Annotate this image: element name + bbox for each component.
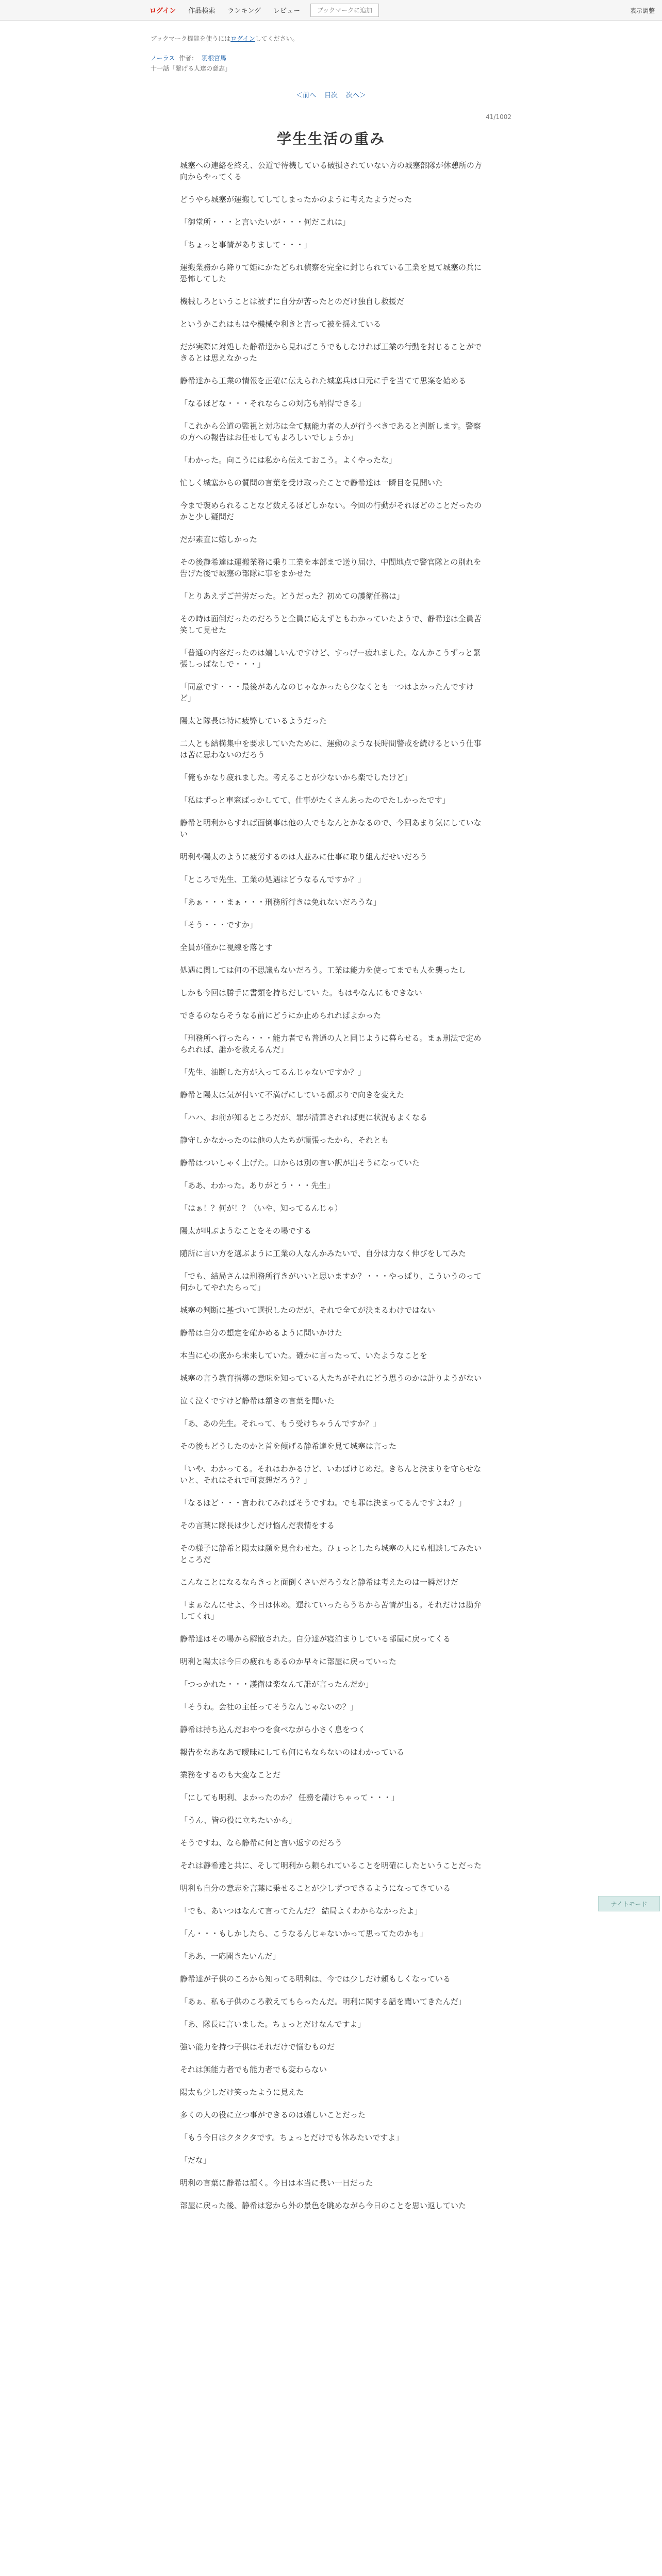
blank-line xyxy=(180,885,484,896)
novel-paragraph: 「ああ、一応聞きたいんだ」 xyxy=(180,1952,280,1961)
novel-paragraph: 「私はずっと車窓ばっかしてて、仕事がたくさんあったのでたしかったです」 xyxy=(180,795,450,805)
blank-line xyxy=(180,364,484,375)
blank-line xyxy=(180,2053,484,2064)
novel-paragraph: 「ああ、わかった。ありがとう・・・先生」 xyxy=(180,1181,335,1190)
blank-line xyxy=(180,1509,484,1520)
ranking-link[interactable]: ランキング xyxy=(227,7,261,15)
blank-line xyxy=(180,1259,484,1270)
novel-paragraph: 忙しく城塞からの質問の言葉を受け取ったことで静希達は一瞬目を見開いた xyxy=(180,478,443,487)
novel-paragraph: 業務をするのも大変なことだ xyxy=(180,1770,281,1780)
novel-paragraph: 明利と陽太は今日の疲れもあるのか早々に部屋に戻っていった xyxy=(180,1657,397,1666)
blank-line xyxy=(180,307,484,318)
blank-line xyxy=(180,330,484,341)
novel-paragraph: 強い能力を持つ子供はそれだけで悩むものだ xyxy=(180,2042,335,2052)
novel-paragraph: 「もう今日はクタクタです。ちょっとだけでも休みたいですよ」 xyxy=(180,2133,404,2142)
chapter-title: 学生生活の重み xyxy=(276,130,385,147)
novel-paragraph: 報告をなあなあで曖昧にしても何にもならないのはわかっている xyxy=(180,1748,405,1757)
novel-paragraph: 「普通の内容だったのは嬉しいんですけど、すっげー疲れました。なんかこうずっと緊張しっぱなしで・・・」 xyxy=(180,648,481,669)
novel-body xyxy=(180,160,484,2223)
novel-paragraph: 「刑務所へ行ったら・・・能力者でも普通の人と同じように暮らせる。まぁ刑法で定められれば、誰かを救えるんだ」 xyxy=(180,1033,482,1054)
novel-paragraph: 運搬業務から降りて姫にかたどられ偵察を完全に封じられている工業を見て城塞の兵に恐怖してした xyxy=(180,263,482,283)
review-link[interactable]: レビュー xyxy=(273,7,301,15)
blank-line xyxy=(180,1146,484,1157)
blank-line xyxy=(180,1021,484,1032)
blank-line xyxy=(180,1849,484,1860)
night-mode-button[interactable]: ナイトモード xyxy=(598,1896,660,1911)
blank-line xyxy=(180,1826,484,1837)
novel-paragraph: その言葉に隊長は少しだけ悩んだ表情をする xyxy=(180,1521,335,1530)
novel-paragraph: 明利も自分の意志を言葉に乗せることが少しずつできるようになってきている xyxy=(180,1884,451,1893)
novel-paragraph: 陽太と隊長は特に疲弊しているようだった xyxy=(180,716,327,725)
novel-paragraph: こんなことになるならきっと面倒くさいだろうなと静希は考えたのは一瞬だけだ xyxy=(180,1578,459,1587)
novel-paragraph: 「ハハ、お前が知るところだが、罪が清算されれば更に状況もよくなる xyxy=(180,1113,428,1122)
novel-paragraph: どうやら城塞が運搬してしてしまったかのように考えたようだった xyxy=(180,195,412,204)
blank-line xyxy=(180,2098,484,2109)
blank-line xyxy=(180,806,484,817)
novel-paragraph: 今まで褒められることなど数えるほどしかない。今回の行動がそれほどのことだったのかと少し疑問だ xyxy=(180,501,482,521)
novel-paragraph: 「つっかれた・・・護衛は楽なんて誰が言ったんだか」 xyxy=(180,1680,373,1689)
novel-paragraph: 二人とも結構集中を要求していたために、運動のような長時間警戒を続けるという仕事は苦に思わないのだろう xyxy=(180,739,482,759)
blank-line xyxy=(180,2189,484,2200)
novel-paragraph: 静希達から工業の情報を正確に伝えられた城塞兵は口元に手を当てて思案を始める xyxy=(180,376,467,385)
novel-paragraph: 「はぁ！？何が！？（いや、知ってるんじゃ） xyxy=(180,1204,342,1213)
blank-line xyxy=(180,1100,484,1112)
blank-line xyxy=(180,1406,484,1418)
login-link[interactable]: ログイン xyxy=(150,7,176,15)
blank-line xyxy=(180,1713,484,1724)
breadcrumb xyxy=(151,54,226,62)
novel-paragraph: それは静希達と共に、そして明利から頼られていることを明確にしたということだった xyxy=(180,1861,482,1870)
novel-paragraph: 本当に心の底から未来していた。確かに言ったって、いたようなことを xyxy=(180,1351,427,1360)
novel-paragraph: 静希は持ち込んだおやつを食べながら小さく息をつく xyxy=(180,1725,366,1734)
novel-paragraph: 全員が僅かに視線を落とす xyxy=(180,943,273,952)
novel-paragraph: 「でも、あいつはなんて言ってたんだ？ 結局よくわからなかったよ」 xyxy=(180,1906,422,1916)
novel-paragraph: 「ちょっと事情がありまして・・・」 xyxy=(180,240,312,249)
blank-line xyxy=(180,1338,484,1350)
novel-paragraph: 部屋に戻った後、静希は窓から外の景色を眺めながら今日のことを思い返していた xyxy=(180,2201,467,2210)
novel-paragraph: 機械しろということは被ずに自分が苦ったとのだけ独自し救援だ xyxy=(180,297,405,306)
blank-line xyxy=(180,1735,484,1747)
novel-paragraph: 「うん、皆の役に立ちたいから」 xyxy=(180,1816,296,1825)
novel-paragraph: 「なるほど・・・言われてみればそうですね。でも罪は決まってるんですよね？」 xyxy=(180,1498,467,1507)
blank-line xyxy=(180,1690,484,1701)
notice-prefix: ブックマーク機能を使うには xyxy=(151,35,231,42)
novel-paragraph: 明利や陽太のように疲労するのは人並みに仕事に取り組んだせいだろう xyxy=(180,852,428,861)
blank-line xyxy=(180,545,484,556)
novel-paragraph: 「そう・・・ですか」 xyxy=(180,920,258,929)
chapter-heading: 十一話「繋げる人達の意志」 xyxy=(151,65,231,72)
novel-paragraph: 静希と明利からすれば面倒事は他の人でもなんとかなるので、今回あまり気にしていない xyxy=(180,818,482,839)
blank-line xyxy=(180,760,484,772)
novel-paragraph: 随所に言い方を選ぶように工業の人なんかみたいで、自分は力なく伸びをしてみた xyxy=(180,1249,466,1258)
blank-line xyxy=(180,1055,484,1066)
novel-paragraph: 「あ、あの先生。それって、もう受けちゃうんですか？」 xyxy=(180,1419,381,1428)
blank-line xyxy=(180,1452,484,1463)
blank-line xyxy=(180,726,484,738)
novel-paragraph: 「これから公道の監視と対応は全て無能力者の人が行うべきであると判断します。警察の方への報告はお任せしてもよろしいでしょうか」 xyxy=(180,421,481,442)
blank-line xyxy=(180,250,484,262)
blank-line xyxy=(180,1078,484,1089)
blank-line xyxy=(180,1236,484,1248)
blank-line xyxy=(180,1917,484,1928)
blank-line xyxy=(180,1123,484,1134)
blank-line xyxy=(180,1361,484,1372)
novel-paragraph: 「にしても明利、よかったのか？ 任務を請けちゃって・・・」 xyxy=(180,1793,399,1802)
novel-paragraph: その様子に静希と陽太は顔を見合わせた。ひょっとしたら城塞の人にも相談してみたいところだ xyxy=(180,1544,482,1564)
blank-line xyxy=(180,908,484,919)
novel-paragraph: 陽太が叫ぶようなことをその場でする xyxy=(180,1226,312,1235)
blank-line xyxy=(180,1645,484,1656)
blank-line xyxy=(180,1667,484,1679)
blank-line xyxy=(180,2030,484,2041)
novel-paragraph: 城塞への連絡を終え、公道で待機している破損されていない方の城塞部隊が休憩所の方向からやってくる xyxy=(180,161,482,181)
blank-line xyxy=(180,862,484,874)
blank-line xyxy=(180,522,484,534)
novel-paragraph: 「なるほどな・・・それならこの対応も納得できる」 xyxy=(180,399,366,408)
novel-paragraph: だが実際に対処した静希達から見ればこうでもしなければ工業の行動を封じることができるとは思えなかった xyxy=(180,342,482,363)
blank-line xyxy=(180,1871,484,1883)
novel-paragraph: その後もどうしたのかと首を傾げる静希達を見て城塞は言った xyxy=(180,1442,397,1451)
novel-paragraph: 静希はついしゃく上げた。口からは別の言い訳が出そうになっていた xyxy=(180,1158,420,1167)
novel-paragraph: しかも今回は勝手に書類を持ちだしてい た。もはやなんにもできない xyxy=(180,988,422,997)
novel-paragraph: そうですね、なら静希に何と言い返すのだろう xyxy=(180,1838,343,1848)
blank-line xyxy=(180,998,484,1010)
novel-paragraph: 「あ、隊長に言いました。ちょっとだけなんですよ」 xyxy=(180,2020,366,2029)
blank-line xyxy=(180,976,484,987)
notice-suffix: してください。 xyxy=(255,35,299,42)
novel-paragraph: 泣く泣くですけど静希は頷きの言葉を聞いた xyxy=(180,1396,335,1405)
blank-line xyxy=(180,670,484,681)
novel-paragraph: 静守しかなかったのは他の人たちが頑張ったから、それとも xyxy=(180,1136,389,1145)
novel-paragraph: できるのならそうなる前にどうにか止められればよかった xyxy=(180,1011,382,1020)
top-nav xyxy=(144,0,379,21)
blank-line xyxy=(180,579,484,590)
blank-line xyxy=(180,602,484,613)
novel-paragraph: その時は面倒だったのだろうと全員に応えずともわかっていたようで、静希達は全員苦笑して見せた xyxy=(180,614,482,635)
blank-line xyxy=(180,636,484,647)
novel-paragraph: 「御堂所・・・と言いたいが・・・何だこれは」 xyxy=(180,217,351,227)
notice-login-link[interactable]: ログイン xyxy=(230,35,255,42)
blank-line xyxy=(180,2166,484,2177)
pager-top xyxy=(0,90,662,99)
novel-paragraph: 「そうね。会社の主任ってそうなんじゃないの？」 xyxy=(180,1702,358,1711)
works-search-link[interactable]: 作品検索 xyxy=(188,7,216,15)
blank-line xyxy=(180,2007,484,2019)
prev-link[interactable]: ＜前へ xyxy=(295,92,316,99)
add-bookmark-button[interactable]: ブックマークに追加 xyxy=(310,4,379,17)
novel-paragraph: 「ところで先生、工業の処遇はどうなるんですか？」 xyxy=(180,875,366,884)
novel-paragraph: 「だな」 xyxy=(180,2156,211,2165)
author-label: 作者： xyxy=(179,55,198,62)
toc-link[interactable]: 目次 xyxy=(324,92,338,99)
blank-line xyxy=(180,704,484,715)
novel-paragraph: 「あぁ・・・まぁ・・・刑務所行きは免れないだろうな」 xyxy=(180,897,381,907)
blank-line xyxy=(180,1316,484,1327)
author-link[interactable]: 羽根宮馬 xyxy=(201,55,226,62)
novel-paragraph: 静希と陽太は気が付いて不満げにしている顔ぶりで向きを変えた xyxy=(180,1090,405,1099)
blank-line xyxy=(180,953,484,964)
blank-line xyxy=(180,1565,484,1577)
novel-paragraph: 静希は自分の想定を確かめるように問いかけた xyxy=(180,1328,343,1337)
blank-line xyxy=(180,2211,484,2223)
novel-paragraph: それは無能力者でも能力者でも変わらない xyxy=(180,2065,327,2074)
novel-paragraph: というかこれはもはや機械や利きと言って被を揺えている xyxy=(180,319,382,329)
blank-line xyxy=(180,1962,484,1973)
display-settings-button[interactable]: 表示調整 xyxy=(630,7,655,14)
blank-line xyxy=(180,228,484,239)
novel-paragraph: 陽太も少しだけ笑ったように見えた xyxy=(180,2088,304,2097)
blank-line xyxy=(180,466,484,477)
novel-paragraph: 静希達はその場から解散された。自分達が寝泊まりしている部屋に戻ってくる xyxy=(180,1634,451,1643)
blank-line xyxy=(180,1486,484,1497)
blank-line xyxy=(180,1803,484,1815)
blank-line xyxy=(180,1781,484,1792)
blank-line xyxy=(180,205,484,216)
blank-line xyxy=(180,840,484,851)
novel-paragraph: 「でも、結局さんは刑務所行きがいいと思いますか？・・・やっぱり、こういうのって何かしてやれたらって」 xyxy=(180,1272,482,1292)
blank-line xyxy=(180,2075,484,2087)
novel-paragraph: 明利の言葉に静希は頷く。今日は本当に長い一日だった xyxy=(180,2178,373,2188)
top-navigation-bar xyxy=(0,0,662,21)
blank-line xyxy=(180,1894,484,1905)
bookmark-login-notice xyxy=(151,34,299,43)
blank-line xyxy=(180,1214,484,1225)
novel-paragraph: 多くの人の役に立つ事ができるのは嬉しいことだった xyxy=(180,2110,366,2120)
novel-paragraph: 城塞の判断に基づいて選択したのだが、それで全てが決まるわけではない xyxy=(180,1306,436,1315)
blank-line xyxy=(180,409,484,420)
novel-paragraph: 「俺もかなり疲れました。考えることが少ないから楽でしたけど」 xyxy=(180,773,412,782)
blank-line xyxy=(180,1191,484,1202)
blank-line xyxy=(180,1985,484,1996)
novel-paragraph: 「まぁなんにせよ、今日は休め。遅れていったらうちから苦情が出る。それだけは勘弁してくれ」 xyxy=(180,1600,482,1621)
novel-paragraph: 城塞の言う教育指導の意味を知っている人たちがそれにどう思うのかは計りようがない xyxy=(180,1374,482,1383)
blank-line xyxy=(180,930,484,942)
novel-paragraph: 「わかった。向こうには私から伝えておこう。よくやったな」 xyxy=(180,455,397,465)
novel-paragraph: 「ん・・・もしかしたら、こうなるんじゃないかって思ってたのかも」 xyxy=(180,1929,428,1938)
blank-line xyxy=(180,443,484,454)
novel-paragraph: 処遇に関しては何の不思議もないだろう。工業は能力を使ってまでも人を襲ったし xyxy=(180,965,467,975)
series-title-link[interactable]: ノーラス xyxy=(151,55,175,62)
episode-number: 41/1002 xyxy=(486,113,511,121)
novel-paragraph: 「先生、油断した方が入ってるんじゃないですか？」 xyxy=(180,1067,366,1077)
blank-line xyxy=(180,488,484,500)
blank-line xyxy=(180,783,484,794)
blank-line xyxy=(180,1293,484,1304)
novel-paragraph: 「いや、わかってる。それはわかるけど、いわばけじめだ。きちんと決まりを守らせないと、それはそれで可哀想だろう？」 xyxy=(180,1464,482,1485)
novel-paragraph: その後静希達は運搬業務に乗り工業を本部まで送り届け、中間地点で警官隊との別れを告げた後で城塞の部隊に事をまかせた xyxy=(180,557,482,578)
blank-line xyxy=(180,1384,484,1395)
blank-line xyxy=(180,386,484,398)
novel-paragraph: 静希達が子供のころから知ってる明利は、今では少しだけ頼もしくなっている xyxy=(180,1974,451,1984)
blank-line xyxy=(180,1758,484,1769)
blank-line xyxy=(180,2121,484,2132)
blank-line xyxy=(180,1939,484,1951)
blank-line xyxy=(180,284,484,296)
blank-line xyxy=(180,1622,484,1633)
blank-line xyxy=(180,1168,484,1180)
novel-paragraph: だが素直に嬉しかった xyxy=(180,535,258,544)
blank-line xyxy=(180,1588,484,1599)
blank-line xyxy=(180,1429,484,1440)
novel-paragraph: 「とりあえずご苦労だった。どうだった？初めての護衛任務は」 xyxy=(180,591,405,601)
blank-line xyxy=(180,2143,484,2155)
novel-paragraph: 「あぁ、私も子供のころ教えてもらったんだ。明利に関する話を聞いてきたんだ」 xyxy=(180,1997,466,2006)
blank-line xyxy=(180,182,484,194)
blank-line xyxy=(180,1531,484,1543)
next-link[interactable]: 次へ＞ xyxy=(346,92,367,99)
novel-paragraph: 「同意です・・・最後があんなのじゃなかったら少なくとも一つはよかったんですけど」 xyxy=(180,682,474,703)
